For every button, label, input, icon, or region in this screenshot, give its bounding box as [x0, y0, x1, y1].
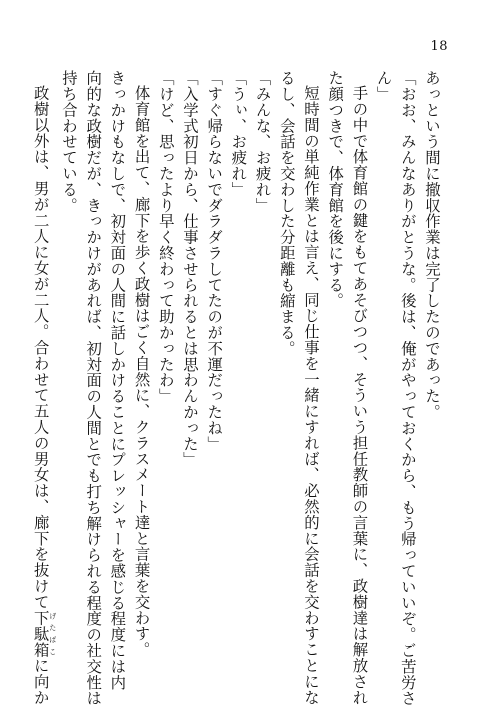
text-line: 短時間の単純作業とは言え、同じ仕事を一緒にすれば、必然的に会話を交わすことにな — [301, 85, 320, 706]
page-number: 18 — [430, 39, 448, 54]
paragraph — [250, 70, 274, 680]
text-line: 向的な政樹だが、きっかけがあれば、初対面の人間とでも打ち解けられる程度の社交性は — [84, 70, 103, 706]
text-line: 手の中で体育館の鍵をもてあそびつつ、そういう担任教師の言葉に、政樹達は解放され — [350, 85, 369, 706]
paragraph — [129, 70, 153, 680]
paragraph — [29, 70, 57, 706]
text-line: 体育館を出て、廊下を歩く政樹はごく自然に、クラスメート達と言葉を交わす。 — [132, 85, 151, 658]
text-line: ん」 — [374, 70, 393, 102]
text-line: た顔つきで、体育館を後にする。 — [326, 70, 345, 309]
ruby-annotation: 下駄箱 げたばこ — [31, 610, 57, 658]
paragraph — [226, 70, 250, 680]
paragraph — [202, 70, 226, 680]
paragraph — [371, 70, 419, 706]
text-line: きっかけもなしで、初対面の人間に話しかけることにプレッシャーを感じる程度には内 — [108, 70, 127, 691]
paragraph — [275, 70, 323, 706]
text-line: 政樹以外は、男が二人に女が二人。合わせて五人の男女は、廊下を抜けて下駄箱 げたばこに向か — [31, 85, 57, 706]
text-line: 「けど、思ったより早く終わって助かったわ」 — [156, 70, 175, 404]
paragraph — [420, 70, 444, 680]
text-line: るし、会話を交わした分距離も縮まる。 — [277, 70, 296, 357]
text-line: 「おお、みんなありがとうな。後は、俺がやっておくから、もう帰っていいぞ。ご苦労さ — [398, 70, 417, 706]
paragraph — [323, 70, 371, 706]
text-line: 持ち合わせている。 — [59, 70, 78, 214]
paragraph — [154, 70, 178, 680]
body-text — [31, 70, 444, 706]
ruby-reading: げたばこ — [48, 610, 57, 658]
text-line: 「入学式初日から、仕事させられるとは思わんかった」 — [180, 70, 199, 468]
text-line: 「みんな、お疲れ」 — [253, 70, 272, 214]
paragraph — [178, 70, 202, 680]
text-line: 「うぃ、お疲れ」 — [229, 70, 248, 198]
text-line: 「すぐ帰らないでダラダラしてたのが不運だったね」 — [205, 70, 224, 452]
text-line: あっという間に撤収作業は完了したのであった。 — [423, 70, 441, 420]
paragraph — [57, 70, 130, 706]
